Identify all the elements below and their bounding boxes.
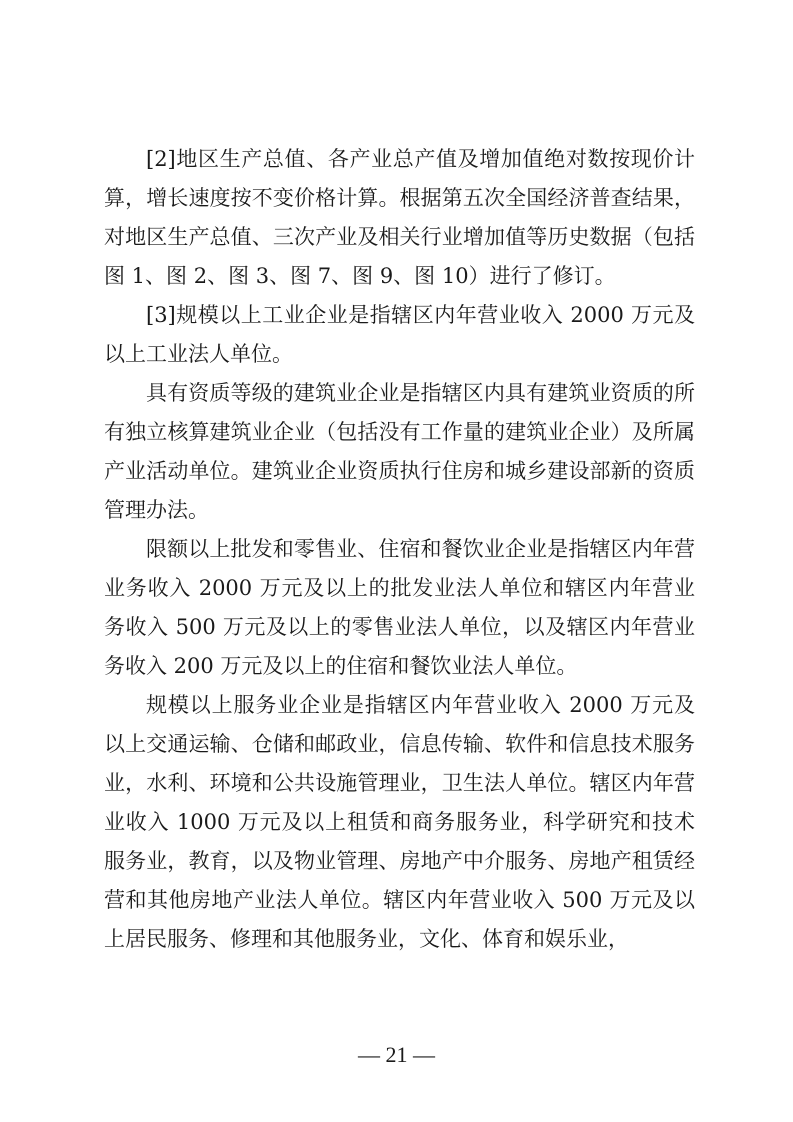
note-3-paragraph: [3]规模以上工业企业是指辖区内年营业收入 2000 万元及以上工业法人单位。 [104, 303, 695, 366]
service-enterprise-paragraph: 规模以上服务业企业是指辖区内年营业收入 2000 万元及以上交通运输、仓储和邮政业，信息传输、软件和信息技术服务业，水利、环境和公共设施管理业，卫生法人单位。辖区内年营业收入 1000 万元及以上租赁和商务服务业，科学研究和技术服务业，教育，以及物业管理、房地产中介服务、房地产租赁经营和其他房地产业法人单位。辖区内年营业收入 500 万元及以上居民服务、修理和其他服务业，文化、体育和娱乐业， [104, 693, 695, 951]
body-text [104, 140, 695, 959]
wholesale-retail-paragraph: 限额以上批发和零售业、住宿和餐饮业企业是指辖区内年营业务收入 2000 万元及以上的批发业法人单位和辖区内年营业务收入 500 万元及以上的零售业法人单位，以及辖区内年营业务收入 200 万元及以上的住宿和餐饮业法人单位。 [104, 537, 695, 678]
construction-enterprise-paragraph: 具有资质等级的建筑业企业是指辖区内具有建筑业资质的所有独立核算建筑业企业（包括没有工作量的建筑业企业）及所属产业活动单位。建筑业企业资质执行住房和城乡建设部新的资质管理办法。 [104, 381, 695, 522]
page-number: — 21 — [358, 1042, 435, 1067]
note-2-paragraph: [2]地区生产总值、各产业总产值及增加值绝对数按现价计算，增长速度按不变价格计算。根据第五次全国经济普查结果，对地区生产总值、三次产业及相关行业增加值等历史数据（包括图 1、图 2、图 3、图 7、图 9、图 10）进行了修订。 [104, 147, 695, 288]
